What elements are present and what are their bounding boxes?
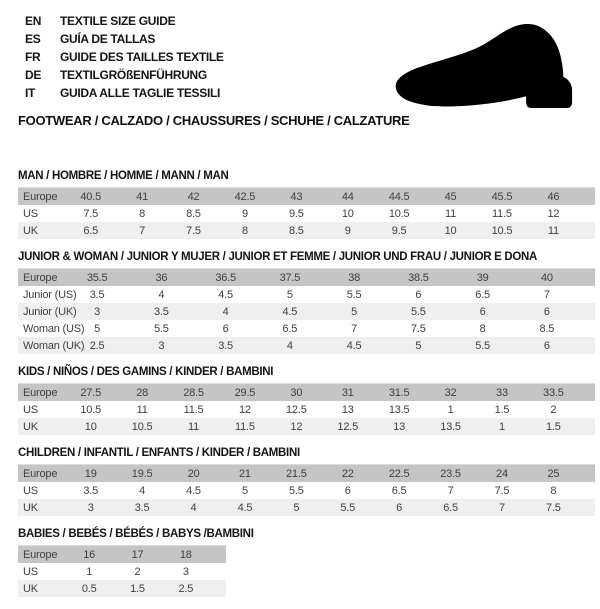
table-row [18,563,226,580]
table-row [18,499,595,516]
table-row [18,418,595,435]
row-label: Europe [23,386,58,399]
size-cell: 3 [182,565,189,578]
size-cell: 10 [444,224,457,237]
row-label: Europe [23,271,58,284]
size-cell: 8 [139,207,146,220]
size-cell: 43 [290,190,303,203]
row-label: Junior (US) [23,288,77,301]
table-row [18,188,595,205]
size-cell: 5 [286,288,293,301]
size-cell: 6 [543,305,550,318]
size-cell: 31.5 [388,386,410,399]
size-cell: 2 [550,403,557,416]
dress-shoe-icon [388,20,584,110]
language-code: ES [25,32,41,46]
table-title: JUNIOR & WOMAN / JUNIOR Y MUJER / JUNIOR ET FEMME / JUNIOR UND FRAU / JUNIOR E DONA [18,251,538,263]
size-cell: 5 [415,339,422,352]
size-cell: 1.5 [494,403,510,416]
size-cell: 12.5 [337,420,359,433]
size-cell: 6.5 [83,224,99,237]
size-cell: 7 [498,501,505,514]
size-cell: 3 [94,305,101,318]
size-cell: 3 [158,339,165,352]
size-cell: 17 [131,548,144,561]
size-cell: 4.5 [218,288,233,301]
size-cell: 4.5 [282,305,298,318]
size-cell: 1.5 [130,582,145,595]
size-cell: 12 [290,420,303,433]
row-label: UK [23,420,38,433]
row-label: Woman (UK) [23,339,85,352]
size-cell: 13 [393,420,406,433]
size-cell: 40.5 [80,190,101,203]
table-row [18,465,595,482]
size-cell: 7.5 [186,224,201,237]
size-table-section-children [18,447,595,516]
size-cell: 41 [136,190,149,203]
size-cell: 5.5 [346,288,362,301]
row-label: UK [23,224,38,237]
size-cell: 23.5 [440,467,461,480]
size-cell: 13.5 [388,403,410,416]
language-list [25,12,224,102]
size-cell: 6 [543,339,550,352]
size-table-section-babies [18,528,595,597]
table-row [18,303,595,320]
row-label: US [23,403,38,416]
size-cell: 3.5 [218,339,233,352]
size-cell: 10 [84,420,97,433]
size-tables [18,170,595,609]
size-cell: 4 [286,339,293,352]
size-cell: 10.5 [491,224,513,237]
size-cell: 10 [341,207,354,220]
size-cell: 7.5 [546,501,561,514]
table-row [18,269,595,286]
size-cell: 12 [547,207,560,220]
size-cell: 12 [239,403,251,416]
language-title: TEXTILGRÖßENFÜHRUNG [60,68,207,82]
row-label: Europe [23,548,58,561]
size-cell: 28 [136,386,149,399]
row-label: Europe [23,190,58,203]
size-cell: 8 [241,224,248,237]
language-row [25,30,224,48]
size-cell: 7 [139,224,146,237]
size-cell: 2.5 [178,582,194,595]
table-row [18,401,595,418]
table-row [18,580,226,597]
size-cell: 11 [547,224,559,237]
table-title: KIDS / NIÑOS / DES GAMINS / KINDER / BAMBINI [18,366,274,378]
size-cell: 27.5 [80,386,101,399]
size-cell: 5 [241,484,248,497]
size-cell: 11 [188,420,200,433]
size-cell: 21 [239,467,251,480]
size-cell: 7 [351,322,358,335]
size-cell: 36 [155,271,168,284]
language-title: TEXTILE SIZE GUIDE [60,14,176,28]
size-cell: 10.5 [80,403,101,416]
size-cell: 10.5 [131,420,153,433]
size-cell: 5 [351,305,358,318]
size-cell: 42.5 [234,190,256,203]
size-cell: 1.5 [546,420,561,433]
size-cell: 4.5 [346,339,362,352]
row-label: US [23,565,38,578]
size-cell: 7 [543,288,550,301]
size-cell: 8.5 [186,207,201,220]
size-cell: 11 [445,207,457,220]
size-cell: 13 [341,403,354,416]
language-code: IT [25,86,36,100]
size-cell: 3.5 [83,484,99,497]
row-label: UK [23,501,38,514]
size-cell: 5.5 [288,484,304,497]
size-cell: 12.5 [286,403,307,416]
size-cell: 8.5 [539,322,555,335]
size-cell: 16 [83,548,96,561]
language-title: GUIDE DES TAILLES TEXTILE [60,50,224,64]
size-cell: 29.5 [234,386,256,399]
size-cell: 42 [187,190,200,203]
size-cell: 5 [293,501,300,514]
table-row [18,222,595,239]
size-cell: 24 [496,467,508,480]
table-row [18,286,595,303]
table-row [18,205,595,222]
size-table-babies [18,545,226,597]
row-label: US [23,207,38,220]
size-cell: 38.5 [408,271,429,284]
size-cell: 7.5 [494,484,510,497]
table-title: CHILDREN / INFANTIL / ENFANTS / KINDER / BAMBINI [18,447,300,459]
size-table-section-kids [18,366,595,435]
size-cell: 39 [476,271,489,284]
size-cell: 10.5 [388,207,410,220]
size-cell: 6 [344,484,351,497]
size-cell: 7.5 [411,322,426,335]
size-table-kids [18,383,595,435]
size-cell: 18 [179,548,192,561]
language-row [25,48,224,66]
dress-shoe-silhouette [396,24,572,108]
size-cell: 11.5 [183,403,204,416]
row-label: Europe [23,467,58,480]
size-cell: 4 [190,501,197,514]
table-row [18,337,595,354]
language-title: GUÍA DE TALLAS [60,32,156,46]
size-cell: 11.5 [492,207,512,220]
size-cell: 6 [396,501,403,514]
size-cell: 8 [479,322,486,335]
language-code: FR [25,50,41,64]
size-cell: 8 [550,484,557,497]
size-cell: 6.5 [282,322,298,335]
language-row [25,12,224,30]
size-cell: 45.5 [491,190,513,203]
size-cell: 5.5 [154,322,169,335]
language-title: GUIDA ALLE TAGLIE TESSILI [60,86,221,100]
size-cell: 1 [498,420,505,433]
size-cell: 32 [444,386,457,399]
size-cell: 22 [341,467,354,480]
language-row [25,84,224,102]
size-cell: 33.5 [543,386,564,399]
size-table-man [18,187,595,239]
language-code: EN [25,14,42,28]
size-cell: 5.5 [475,339,490,352]
size-cell: 4 [158,288,165,301]
size-cell: 19 [84,467,97,480]
size-table-junior-woman [18,268,595,354]
table-title: MAN / HOMBRE / HOMME / MANN / MAN [18,170,229,182]
size-cell: 7.5 [83,207,99,220]
size-cell: 36.5 [215,271,236,284]
size-cell: 38 [348,271,361,284]
row-label: Junior (UK) [23,305,77,318]
size-cell: 11.5 [235,420,255,433]
size-cell: 33 [496,386,508,399]
size-cell: 22.5 [388,467,410,480]
size-cell: 25 [547,467,560,480]
size-cell: 3.5 [89,288,105,301]
size-cell: 4.5 [186,484,201,497]
size-cell: 21.5 [286,467,307,480]
size-cell: 30 [290,386,303,399]
size-cell: 20 [187,467,200,480]
size-cell: 9.5 [288,207,304,220]
language-code: DE [25,68,42,82]
size-cell: 1 [86,565,93,578]
size-table-section-junior-woman [18,251,595,354]
size-cell: 6.5 [391,484,407,497]
size-cell: 3.5 [154,305,169,318]
table-row [18,320,595,337]
size-cell: 28.5 [183,386,204,399]
language-row [25,66,224,84]
size-cell: 11 [136,403,148,416]
size-cell: 8.5 [288,224,304,237]
size-table-section-man [18,170,595,239]
size-cell: 9 [241,207,248,220]
category-heading: FOOTWEAR / CALZADO / CHAUSSURES / SCHUHE / CALZATURE [18,113,410,128]
size-cell: 44.5 [388,190,410,203]
table-row [18,546,226,563]
row-label: Woman (US) [23,322,85,335]
size-cell: 3 [87,501,94,514]
size-cell: 44 [341,190,354,203]
size-cell: 6 [222,322,229,335]
size-cell: 9.5 [391,224,407,237]
size-cell: 37.5 [279,271,301,284]
size-cell: 4.5 [237,501,253,514]
row-label: UK [23,582,38,595]
size-cell: 7 [447,484,454,497]
size-cell: 40 [540,271,553,284]
size-table-children [18,464,595,516]
row-label: US [23,484,38,497]
size-cell: 0.5 [81,582,97,595]
size-cell: 31 [341,386,354,399]
size-cell: 9 [344,224,351,237]
size-cell: 3.5 [134,501,150,514]
size-cell: 1 [447,403,454,416]
size-cell: 6.5 [475,288,490,301]
size-cell: 5 [94,322,101,335]
table-row [18,384,595,401]
size-cell: 46 [547,190,560,203]
size-cell: 4 [222,305,229,318]
size-cell: 13.5 [440,420,461,433]
size-cell: 6.5 [443,501,458,514]
size-cell: 2 [134,565,141,578]
size-cell: 35.5 [86,271,108,284]
size-cell: 6 [479,305,486,318]
table-row [18,482,595,499]
size-cell: 5.5 [340,501,356,514]
size-cell: 4 [139,484,146,497]
size-cell: 45 [444,190,457,203]
size-cell: 6 [415,288,422,301]
size-cell: 5.5 [411,305,426,318]
table-title: BABIES / BEBÉS / BÉBÉS / BABYS /BAMBINI [18,528,254,540]
size-cell: 19.5 [131,467,153,480]
size-cell: 2.5 [89,339,105,352]
